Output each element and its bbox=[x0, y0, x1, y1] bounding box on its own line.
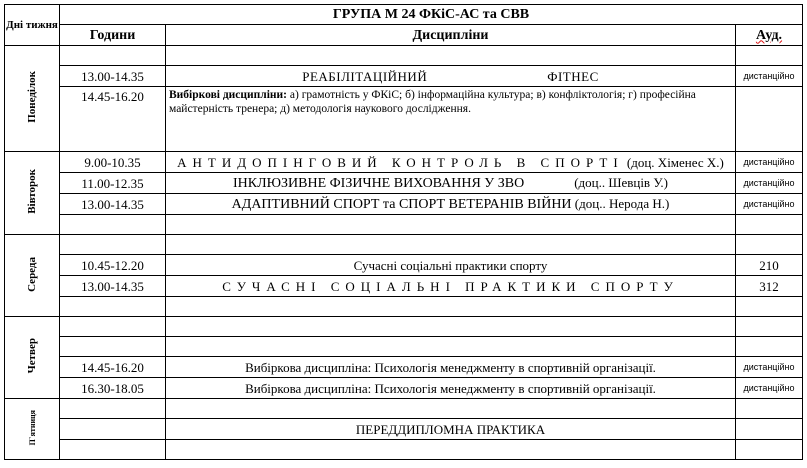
wed-subject-3 bbox=[166, 276, 736, 297]
tue-time-1: 9.00-10.35 bbox=[60, 152, 166, 173]
tue-subject-3-title: АДАПТИВНИЙ СПОРТ та СПОРТ ВЕТЕРАНІВ ВІЙНИ bbox=[231, 197, 572, 212]
fri-row-1 bbox=[5, 399, 803, 419]
thu-time-3: 14.45-16.20 bbox=[60, 357, 166, 378]
tue-subject-2 bbox=[166, 173, 736, 194]
mon-subject-3 bbox=[166, 87, 736, 152]
thu-row-3 bbox=[5, 357, 803, 378]
day-friday bbox=[5, 399, 60, 460]
mon-subject-2-b: ФІТНЕС bbox=[547, 68, 599, 84]
mon-time-2: 13.00-14.35 bbox=[60, 66, 166, 87]
thu-aud-4: дистанційно bbox=[736, 378, 803, 399]
mon-subject-2 bbox=[166, 66, 736, 87]
mon-aud-2: дистанційно bbox=[736, 66, 803, 87]
thu-aud-3: дистанційно bbox=[736, 357, 803, 378]
mon-elective-label: Вибіркові дисципліни: bbox=[169, 89, 288, 101]
thu-row-1 bbox=[5, 317, 803, 337]
disciplines-header: Дисципліни bbox=[166, 25, 736, 46]
fri-subject: ПЕРЕДДИПЛОМНА ПРАКТИКА bbox=[166, 419, 736, 440]
day-tuesday-label: Вівторок bbox=[25, 169, 38, 214]
day-thursday-label: Четвер bbox=[25, 338, 38, 374]
tue-row-1 bbox=[5, 152, 803, 173]
aud-header bbox=[736, 25, 803, 46]
tue-row-4 bbox=[5, 215, 803, 235]
tue-subject-3 bbox=[166, 194, 736, 215]
wed-time-2: 10.45-12.20 bbox=[60, 255, 166, 276]
schedule-table bbox=[4, 4, 803, 460]
wed-time-3: 13.00-14.35 bbox=[60, 276, 166, 297]
day-monday-label: Понеділок bbox=[25, 71, 38, 123]
hours-header: Години bbox=[60, 25, 166, 46]
tue-aud-1: дистанційно bbox=[736, 152, 803, 173]
tue-subject-1 bbox=[166, 152, 736, 173]
days-header-label: Дні тижня bbox=[6, 19, 58, 31]
day-wednesday bbox=[5, 235, 60, 317]
day-wednesday-label: Середа bbox=[25, 256, 38, 292]
wed-aud-3: 312 bbox=[736, 276, 803, 297]
tue-aud-3: дистанційно bbox=[736, 194, 803, 215]
tue-row-3 bbox=[5, 194, 803, 215]
mon-row-1 bbox=[5, 46, 803, 66]
tue-time-2: 11.00-12.35 bbox=[60, 173, 166, 194]
wed-row-2 bbox=[5, 255, 803, 276]
mon-elective-text: а) грамотність у ФКіС; б) інформаційна культура; в) конфліктологія; г) професійна майстерність тренера; д) методологія наукового дослідження. bbox=[169, 89, 696, 115]
thu-subject-4: Вибіркова дисципліна: Психологія менеджменту в спортивній організації. bbox=[166, 378, 736, 399]
day-tuesday bbox=[5, 152, 60, 235]
wed-row-4 bbox=[5, 297, 803, 317]
days-header bbox=[5, 5, 60, 46]
day-monday bbox=[5, 46, 60, 152]
tue-subject-2-title: ІНКЛЮЗИВНЕ ФІЗИЧНЕ ВИХОВАННЯ У ЗВО bbox=[233, 176, 525, 191]
thu-row-4 bbox=[5, 378, 803, 399]
day-friday-label: П`ятниця bbox=[27, 409, 37, 446]
tue-subject-3-teacher: (доц.. Нерода Н.) bbox=[574, 196, 670, 211]
tue-time-3: 13.00-14.35 bbox=[60, 194, 166, 215]
mon-row-3 bbox=[5, 87, 803, 152]
tue-subject-1-title: АНТИДОПІНГОВИЙ КОНТРОЛЬ В СПОРТІ bbox=[177, 154, 624, 170]
wed-subject-2: Сучасні соціальні практики спорту bbox=[166, 255, 736, 276]
day-thursday bbox=[5, 317, 60, 399]
tue-subject-2-teacher: (доц.. Шевців У.) bbox=[574, 175, 668, 190]
header-row bbox=[5, 5, 803, 25]
tue-row-2 bbox=[5, 173, 803, 194]
wed-row-3 bbox=[5, 276, 803, 297]
mon-row-2 bbox=[5, 66, 803, 87]
thu-row-2 bbox=[5, 337, 803, 357]
tue-subject-1-teacher: (доц. Хіменес Х.) bbox=[626, 154, 724, 170]
group-title: ГРУПА М 24 ФКіС-АС та СВВ bbox=[60, 5, 803, 25]
mon-subject-2-a: РЕАБІЛІТАЦІЙНИЙ bbox=[302, 68, 428, 84]
fri-row-2 bbox=[5, 419, 803, 440]
subheader-row bbox=[5, 25, 803, 46]
wed-subject-3-title: СУЧАСНІ СОЦІАЛЬНІ ПРАКТИКИ СПОРТУ bbox=[222, 278, 679, 294]
wed-aud-2: 210 bbox=[736, 255, 803, 276]
fri-row-3 bbox=[5, 440, 803, 460]
thu-subject-3: Вибіркова дисципліна: Психологія менеджменту в спортивній організації. bbox=[166, 357, 736, 378]
wed-row-1 bbox=[5, 235, 803, 255]
tue-aud-2: дистанційно bbox=[736, 173, 803, 194]
thu-time-4: 16.30-18.05 bbox=[60, 378, 166, 399]
mon-time-3: 14.45-16.20 bbox=[60, 87, 166, 152]
aud-header-label: Ауд. bbox=[755, 27, 783, 43]
